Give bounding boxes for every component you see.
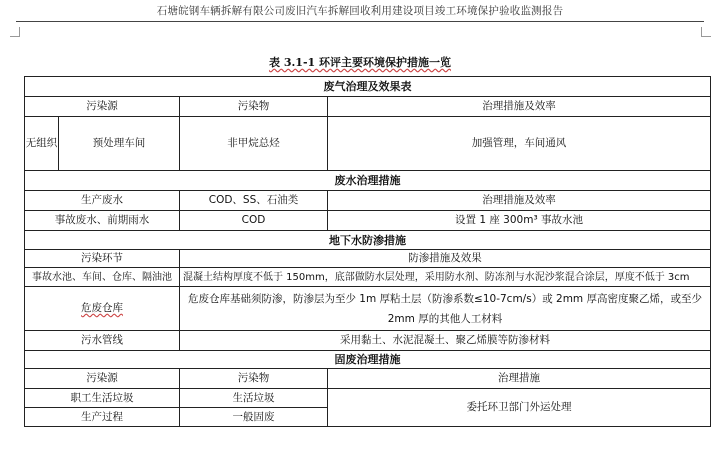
section-waste-gas: 废气治理及效果表 bbox=[25, 77, 711, 97]
cell-measure: 设置 1 座 300m³ 事故水池 bbox=[328, 211, 711, 231]
header-pollutant: 污染物 bbox=[180, 369, 328, 389]
header-measures: 治理措施及效率 bbox=[328, 97, 711, 117]
page-header: 石塘皖钢车辆拆解有限公司废旧汽车拆解回收利用建设项目竣工环境保护验收监测报告 bbox=[156, 5, 564, 17]
section-groundwater: 地下水防渗措施 bbox=[25, 231, 711, 250]
cell-measure: 治理措施及效率 bbox=[328, 191, 711, 211]
table-title: 表 3.1-1 环评主要环境保护措施一览 bbox=[268, 56, 451, 69]
header-source: 污染源 bbox=[25, 97, 180, 117]
header-link: 污染环节 bbox=[25, 250, 180, 268]
header-measures: 治理措施 bbox=[328, 369, 711, 389]
cell-pollutant: 一般固废 bbox=[180, 408, 328, 427]
header-effect: 防渗措施及效果 bbox=[180, 250, 711, 268]
environmental-measures-table bbox=[24, 76, 711, 427]
header-pollutant: 污染物 bbox=[180, 97, 328, 117]
header-source: 污染源 bbox=[25, 369, 180, 389]
cell-source: 生产废水 bbox=[25, 191, 180, 211]
cell-source: 生产过程 bbox=[25, 408, 180, 427]
cell-link: 危废仓库 bbox=[25, 287, 180, 331]
cell-measure: 采用黏土、水泥混凝土、聚乙烯膜等防渗材料 bbox=[180, 331, 711, 351]
cell-link: 事故水池、车间、仓库、隔油池 bbox=[25, 268, 180, 287]
cell-pollutant: COD bbox=[180, 211, 328, 231]
section-waste-water: 废水治理措施 bbox=[25, 171, 711, 191]
cell-measure: 加强管理，车间通风 bbox=[328, 117, 711, 171]
cell-pollutant: 非甲烷总烃 bbox=[180, 117, 328, 171]
corner-mark-right bbox=[701, 27, 711, 37]
cell-measure: 委托环卫部门外运处理 bbox=[328, 389, 711, 427]
cell-pollutant: 生活垃圾 bbox=[180, 389, 328, 408]
category-unorganized: 无组织 bbox=[25, 117, 59, 171]
cell-source: 职工生活垃圾 bbox=[25, 389, 180, 408]
cell-link: 污水管线 bbox=[25, 331, 180, 351]
cell-source: 预处理车间 bbox=[59, 117, 180, 171]
section-solid-waste: 固废治理措施 bbox=[25, 351, 711, 369]
header-rule bbox=[16, 21, 704, 22]
cell-pollutant: COD、SS、石油类 bbox=[180, 191, 328, 211]
cell-measure: 混凝土结构厚度不低于 150mm，底部做防水层处理，采用防水剂、防冻剂与水泥沙浆混合涂层，厚度不低于 3cm bbox=[180, 268, 711, 287]
cell-source: 事故废水、前期雨水 bbox=[25, 211, 180, 231]
cell-measure: 危废仓库基础须防渗，防渗层为至少 1m 厚粘土层（防渗系数≤10-7cm/s）或 2mm 厚高密度聚乙烯，或至少 2mm 厚的其他人工材料 bbox=[180, 287, 711, 331]
corner-mark-left bbox=[10, 27, 20, 37]
